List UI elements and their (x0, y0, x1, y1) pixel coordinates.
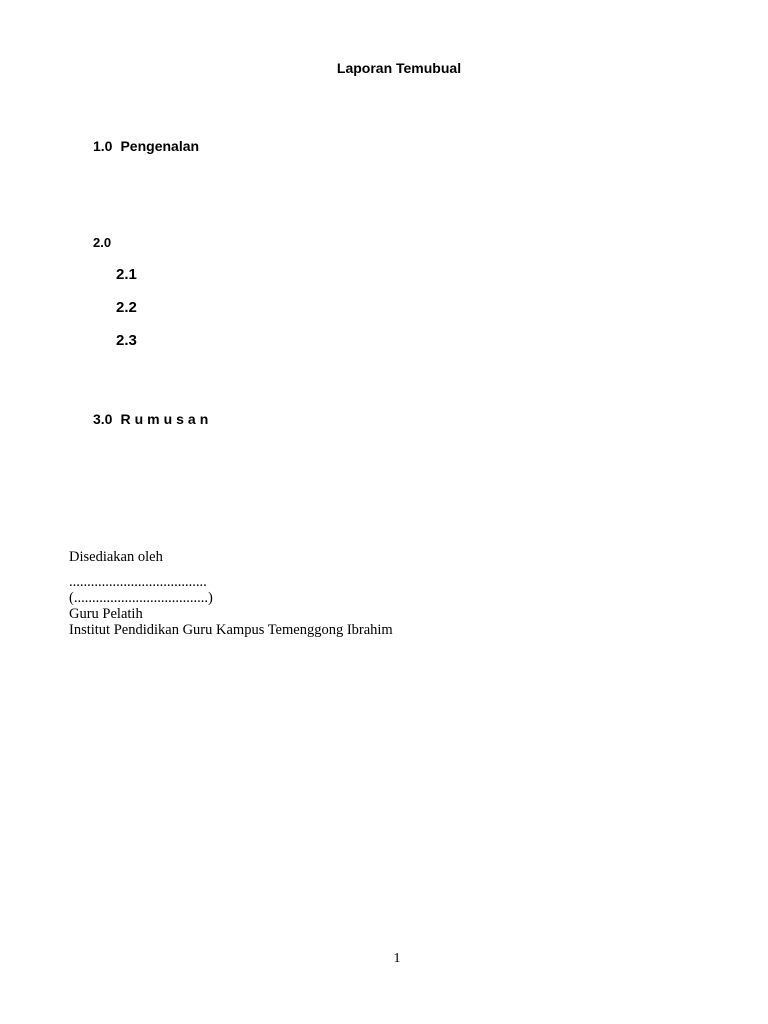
section-number: 1.0 (93, 138, 113, 154)
name-placeholder: (.....................................) (69, 590, 213, 606)
subsection-2-2: 2.2 (116, 299, 137, 316)
section-title: Pengenalan (120, 138, 200, 154)
institution-label: Institut Pendidikan Guru Kampus Temenggong Ibrahim (69, 622, 393, 638)
page-number: 1 (393, 951, 401, 966)
section-heading-3 (93, 411, 212, 427)
section-number: 2.0 (93, 235, 112, 250)
document-title: Laporan Temubual (336, 60, 462, 76)
section-title: Rumusan (120, 411, 213, 427)
section-heading-1 (93, 138, 199, 154)
subsection-2-3: 2.3 (116, 332, 137, 349)
prepared-by-label: Disediakan oleh (69, 549, 163, 565)
section-number: 3.0 (93, 411, 113, 427)
section-heading-2 (93, 235, 111, 250)
subsection-2-1: 2.1 (116, 266, 137, 283)
role-label: Guru Pelatih (69, 606, 143, 622)
signature-block (69, 549, 393, 638)
signature-line: ...................................... (69, 574, 207, 590)
